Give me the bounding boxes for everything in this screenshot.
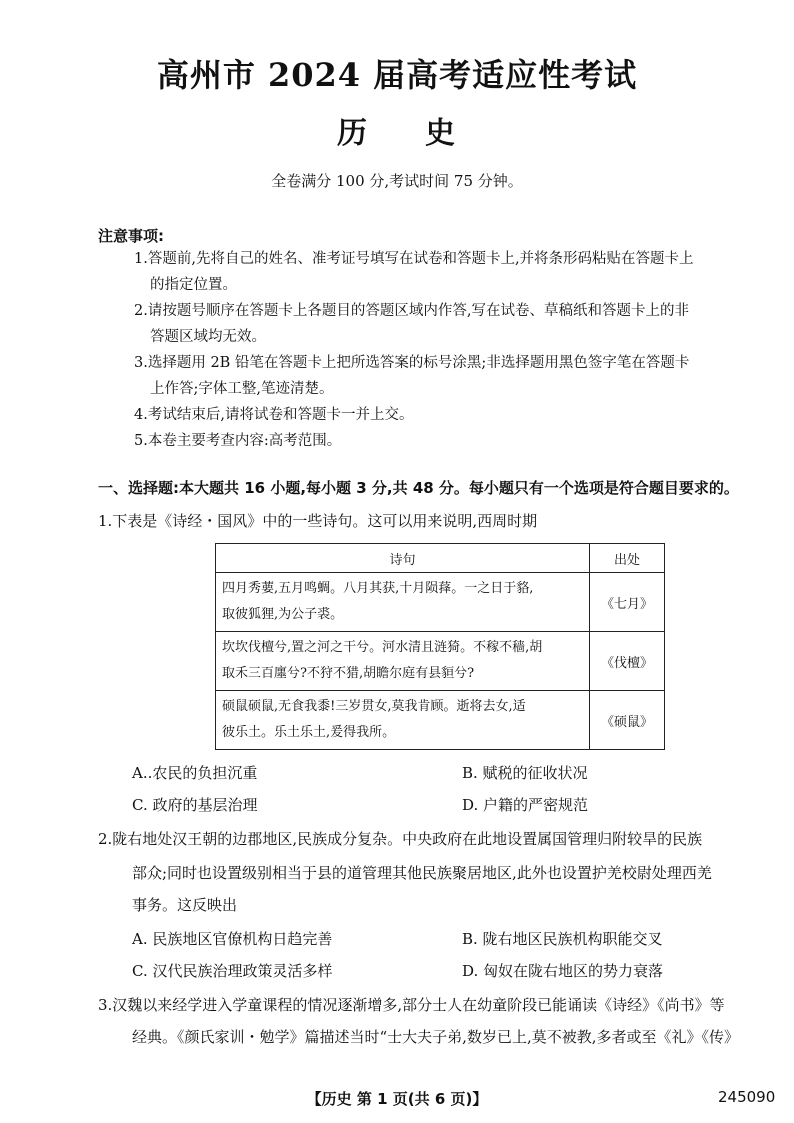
table-row: [216, 573, 665, 632]
question-2-line: 2.陇右地处汉王朝的边郡地区,民族成分复杂。中央政府在此地设置属国管理归附较旱的民族: [98, 830, 703, 848]
page-footer: 【历史 第 1 页(共 6 页)】: [306, 1090, 488, 1108]
poem-line: 四月秀葽,五月鸣蜩。八月其获,十月陨萚。一之日于貉,: [222, 581, 534, 596]
exam-title: 高州市 2024 届高考适应性考试: [156, 56, 638, 94]
poem-cell: [216, 632, 590, 691]
source-cell: 《硕鼠》: [590, 691, 665, 750]
q1-option-a: A..农民的负担沉重: [132, 764, 258, 782]
subject-char: 史: [425, 116, 457, 151]
q2-option-a: A. 民族地区官僚机构日趋完善: [132, 930, 333, 948]
poem-line: 坎坎伐檀兮,置之河之干兮。河水清且涟猗。不稼不穑,胡: [222, 640, 543, 655]
poem-line: 硕鼠硕鼠,无食我黍!三岁贯女,莫我肯顾。逝将去女,适: [222, 699, 526, 714]
poem-line: 取彼狐狸,为公子裘。: [222, 607, 344, 622]
table-header-row: [216, 544, 665, 573]
q2-option-c: C. 汉代民族治理政策灵活多样: [132, 962, 333, 980]
notice-item-cont: 上作答;字体工整,笔迹清楚。: [150, 381, 334, 397]
subject-char: 历: [337, 116, 369, 151]
poem-table: [215, 543, 665, 750]
notice-item-cont: 答题区域均无效。: [150, 329, 266, 345]
poem-cell: [216, 691, 590, 750]
poem-cell: [216, 573, 590, 632]
table-header: 出处: [590, 544, 665, 573]
poem-line: 取禾三百廛兮?不狩不猎,胡瞻尔庭有县貆兮?: [222, 666, 475, 681]
question-3-line: 经典。《颜氏家训・勉学》篇描述当时“士大夫子弟,数岁已上,莫不被教,多者或至《礼》《传》: [132, 1028, 739, 1046]
source-cell: 《七月》: [590, 573, 665, 632]
table-row: [216, 691, 665, 750]
notice-item-cont: 的指定位置。: [150, 277, 237, 293]
question-2-line: 部众;同时也设置级别相当于县的道管理其他民族聚居地区,此外也设置护羌校尉处理西羌: [132, 864, 712, 882]
question-2-line: 事务。这反映出: [132, 896, 238, 914]
q1-option-d: D. 户籍的严密规范: [462, 796, 589, 814]
q1-option-b: B. 赋税的征收状况: [462, 764, 588, 782]
table-header: 诗句: [216, 544, 590, 573]
paper-code: 245090: [718, 1088, 776, 1106]
notice-item: 1.答题前,先将自己的姓名、准考证号填写在试卷和答题卡上,并将条形码粘贴在答题卡上: [134, 251, 694, 267]
notice-heading: 注意事项:: [98, 227, 164, 245]
section-heading: 一、选择题:本大题共 16 小题,每小题 3 分,共 48 分。每小题只有一个选项是符合题目要求的。: [98, 479, 739, 497]
notice-item: 5.本卷主要考查内容:高考范围。: [134, 433, 342, 449]
q1-option-c: C. 政府的基层治理: [132, 796, 258, 814]
table-row: [216, 632, 665, 691]
subject-title: [0, 108, 794, 152]
q2-option-d: D. 匈奴在陇右地区的势力衰落: [462, 962, 664, 980]
poem-line: 彼乐土。乐土乐土,爰得我所。: [222, 725, 396, 740]
question-1-stem: 1.下表是《诗经・国风》中的一些诗句。这可以用来说明,西周时期: [98, 512, 538, 530]
question-3-line: 3.汉魏以来经学进入学童课程的情况逐渐增多,部分士人在幼童阶段已能诵读《诗经》《尚书》等: [98, 996, 725, 1014]
score-time-line: 全卷满分 100 分,考试时间 75 分钟。: [271, 172, 523, 190]
notice-item: 4.考试结束后,请将试卷和答题卡一并上交。: [134, 407, 414, 423]
source-cell: 《伐檀》: [590, 632, 665, 691]
q2-option-b: B. 陇右地区民族机构职能交叉: [462, 930, 663, 948]
notice-item: 3.选择题用 2B 铅笔在答题卡上把所选答案的标号涂黑;非选择题用黑色签字笔在答题卡: [134, 355, 690, 371]
notice-item: 2.请按题号顺序在答题卡上各题目的答题区域内作答,写在试卷、草稿纸和答题卡上的非: [134, 303, 689, 319]
